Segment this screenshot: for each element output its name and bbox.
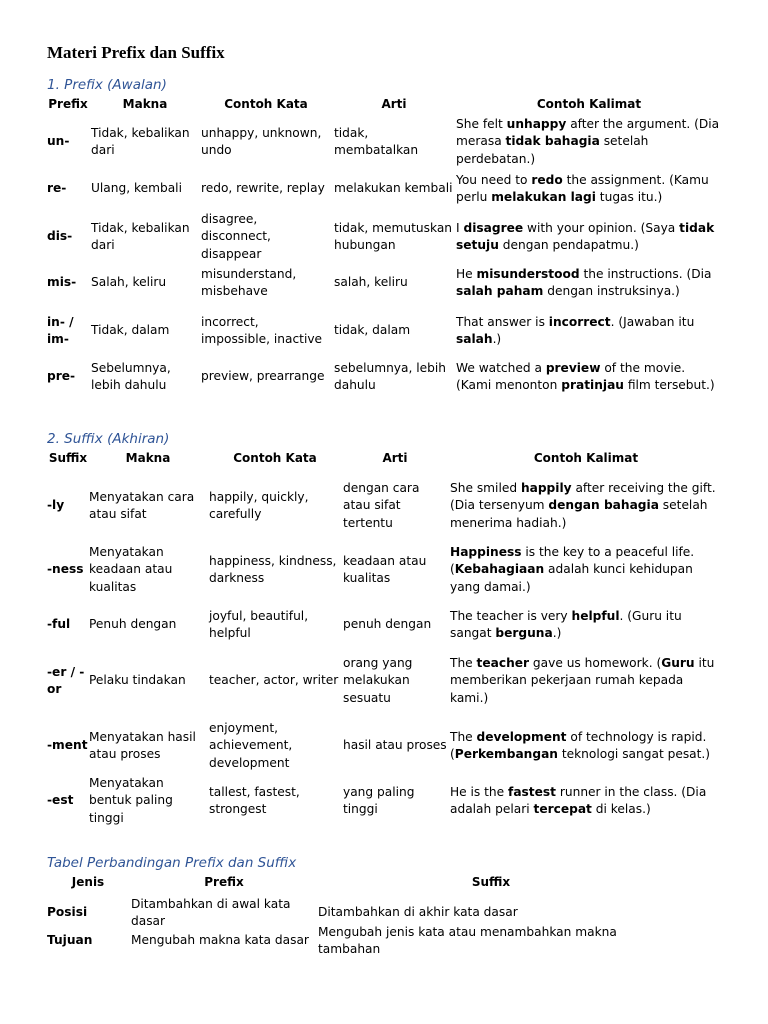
prefix-table-row-1-cell-2: redo, rewrite, replay [201, 181, 325, 196]
suffix-table-row-1-cell-4: Happiness is the key to a peaceful life. (Kebahagiaan adalah kunci kehidupan yang damai.) [450, 544, 695, 594]
emphasis-text: misunderstood [476, 266, 580, 281]
compare-table-row-1-cell-0: Tujuan [47, 933, 93, 948]
suffix-table-row-0-cell-2: happily, quickly, carefully [209, 489, 309, 521]
prefix-table-row-5-cell-2: preview, prearrange [201, 369, 325, 384]
prefix-table-row-2-cell-3: tidak, memutuskan hubungan [334, 220, 453, 252]
suffix-table-row-4-cell-3: hasil atau proses [343, 738, 447, 753]
suffix-table-row-1-cell-1: Menyatakan keadaan atau kualitas [89, 544, 173, 594]
prefix-table-row-2-cell-2: disagree, disconnect, disappear [201, 211, 271, 261]
prefix-table-row-3-cell-2: misunderstand, misbehave [201, 266, 297, 298]
suffix-table-row-5-cell-2: tallest, fastest, strongest [209, 784, 300, 816]
emphasis-text: fastest [508, 784, 556, 799]
suffix-table-header-3: Arti [382, 451, 408, 466]
prefix-table-row-4-cell-3: tidak, dalam [334, 323, 411, 338]
suffix-table-row-1-cell-3: keadaan atau kualitas [343, 553, 427, 585]
emphasis-text: tidak bahagia [505, 134, 600, 149]
compare-table-row-0-cell-0: Posisi [47, 905, 88, 920]
emphasis-text: tercepat [533, 802, 592, 816]
emphasis-text: salah paham [456, 284, 544, 298]
prefix-table-row-2-cell-1: Tidak, kebalikan dari [91, 220, 190, 252]
prefix-table-header-0: Prefix [48, 97, 88, 112]
emphasis-text: preview [545, 360, 601, 375]
suffix-table-row-3-cell-4: The teacher gave us homework. (Guru itu memberikan pekerjaan rumah kepada kami.) [450, 655, 715, 705]
emphasis-text: development [476, 729, 567, 744]
suffix-table-row-4-cell-1: Menyatakan hasil atau proses [89, 729, 196, 761]
suffix-table-row-2-cell-2: joyful, beautiful, helpful [209, 608, 309, 640]
prefix-table-row-5-cell-4: We watched a preview of the movie. (Kami menonton pratinjau film tersebut.) [456, 360, 715, 392]
suffix-section-heading: 2. Suffix (Akhiran) [47, 431, 170, 447]
suffix-table-row-1-cell-2: happiness, kindness, darkness [209, 553, 337, 585]
compare-section-heading: Tabel Perbandingan Prefix dan Suffix [47, 855, 297, 871]
prefix-table-row-3-cell-1: Salah, keliru [91, 275, 167, 290]
prefix-table-row-5-cell-1: Sebelumnya, lebih dahulu [91, 360, 171, 392]
prefix-table-row-0-cell-1: Tidak, kebalikan dari [91, 125, 190, 157]
suffix-table-row-0-cell-1: Menyatakan cara atau sifat [89, 489, 195, 521]
emphasis-text: unhappy [506, 116, 567, 131]
prefix-table-row-1-cell-1: Ulang, kembali [91, 181, 182, 196]
compare-table-header-0: Jenis [71, 875, 105, 890]
prefix-table-row-2-cell-4: I disagree with your opinion. (Saya tidak setuju dengan pendapatmu.) [456, 220, 715, 252]
prefix-table-row-3-cell-0: mis- [47, 275, 77, 290]
prefix-table-row-4-cell-1: Tidak, dalam [91, 323, 170, 338]
prefix-table-row-1-cell-3: melakukan kembali [334, 181, 453, 196]
emphasis-text: Kebahagiaan [454, 562, 545, 577]
prefix-table-row-4-cell-4: That answer is incorrect. (Jawaban itu salah.) [456, 314, 695, 346]
prefix-table-row-5-cell-0: pre- [47, 369, 76, 384]
prefix-table-row-0-cell-0: un- [47, 134, 70, 149]
suffix-table-header-0: Suffix [48, 451, 88, 466]
suffix-table-row-0-cell-3: dengan cara atau sifat tertentu [343, 480, 420, 530]
compare-table-header-1: Prefix [204, 875, 244, 890]
emphasis-text: pratinjau [561, 378, 624, 392]
suffix-table-row-1-cell-0: -ness [47, 562, 84, 577]
suffix-table-row-5-cell-0: -est [47, 793, 74, 808]
prefix-table-row-4-cell-2: incorrect, impossible, inactive [201, 314, 323, 346]
prefix-table-header-2: Contoh Kata [224, 97, 308, 112]
emphasis-text: dengan bahagia [548, 498, 659, 513]
prefix-table-row-0-cell-2: unhappy, unknown, undo [201, 125, 322, 157]
prefix-table-row-4-cell-0: in- / im- [47, 314, 74, 346]
suffix-table-row-3-cell-1: Pelaku tindakan [89, 673, 186, 688]
prefix-table-row-3-cell-3: salah, keliru [334, 275, 408, 290]
emphasis-text: melakukan lagi [491, 190, 596, 204]
suffix-table-row-5-cell-3: yang paling tinggi [343, 784, 415, 816]
suffix-table-row-5-cell-4: He is the fastest runner in the class. (Dia adalah pelari tercepat di kelas.) [450, 784, 707, 816]
prefix-table-row-0-cell-4: She felt unhappy after the argument. (Dia merasa tidak bahagia setelah perdebatan.) [456, 116, 720, 166]
emphasis-text: tidak setuju [456, 220, 715, 252]
prefix-table-header-3: Arti [381, 97, 407, 112]
prefix-table-row-0-cell-3: tidak, membatalkan [334, 125, 419, 157]
emphasis-text: Guru [661, 655, 695, 670]
emphasis-text: teacher [476, 655, 530, 670]
prefix-table-row-3-cell-4: He misunderstood the instructions. (Dia salah paham dengan instruksinya.) [456, 266, 712, 298]
prefix-table-row-1-cell-4: You need to redo the assignment. (Kamu perlu melakukan lagi tugas itu.) [456, 172, 709, 204]
suffix-table-row-2-cell-0: -ful [47, 617, 71, 632]
compare-table-row-0-cell-2: Ditambahkan di akhir kata dasar [318, 905, 518, 920]
emphasis-text: salah [456, 332, 493, 346]
suffix-table-row-5-cell-1: Menyatakan bentuk paling tinggi [89, 775, 173, 825]
suffix-table-header-2: Contoh Kata [233, 451, 317, 466]
prefix-table-header-4: Contoh Kalimat [536, 97, 642, 112]
compare-table-row-1-cell-1: Mengubah makna kata dasar [131, 933, 309, 948]
suffix-table-row-2-cell-1: Penuh dengan [89, 617, 177, 632]
emphasis-text: disagree [463, 220, 524, 235]
suffix-table-header-1: Makna [125, 451, 171, 466]
suffix-table-row-2-cell-4: The teacher is very helpful. (Guru itu sangat berguna.) [450, 608, 682, 640]
compare-table-row-1-cell-2: Mengubah jenis kata atau menambahkan makna tambahan [318, 924, 617, 956]
suffix-table-row-4-cell-4: The development of technology is rapid. (Perkembangan teknologi sangat pesat.) [450, 729, 711, 761]
suffix-table-header-4: Contoh Kalimat [533, 451, 639, 466]
suffix-table-row-3-cell-0: -er / -or [47, 664, 85, 696]
emphasis-text: Happiness [450, 544, 522, 559]
prefix-section-heading: 1. Prefix (Awalan) [47, 77, 167, 93]
suffix-table-row-0-cell-0: -ly [47, 498, 65, 513]
emphasis-text: incorrect [548, 314, 611, 329]
emphasis-text: berguna [495, 626, 553, 640]
emphasis-text: Perkembangan [454, 747, 558, 761]
emphasis-text: happily [520, 480, 572, 495]
prefix-table-row-1-cell-0: re- [47, 181, 67, 196]
suffix-table-row-2-cell-3: penuh dengan [343, 617, 432, 632]
suffix-table-row-3-cell-2: teacher, actor, writer [209, 673, 339, 688]
prefix-table-row-2-cell-0: dis- [47, 229, 73, 244]
emphasis-text: redo [531, 172, 563, 187]
prefix-table-header-1: Makna [122, 97, 168, 112]
prefix-table-row-5-cell-3: sebelumnya, lebih dahulu [334, 360, 446, 392]
document-title: Materi Prefix dan Suffix [47, 43, 225, 62]
suffix-table-row-3-cell-3: orang yang melakukan sesuatu [343, 655, 413, 705]
compare-table-row-0-cell-1: Ditambahkan di awal kata dasar [131, 896, 291, 928]
emphasis-text: helpful [571, 608, 620, 623]
suffix-table-row-0-cell-4: She smiled happily after receiving the gift. (Dia tersenyum dengan bahagia setelah menerima hadiah.) [450, 480, 716, 530]
suffix-table-row-4-cell-2: enjoyment, achievement, development [209, 720, 293, 770]
compare-table-header-2: Suffix [471, 875, 511, 890]
suffix-table-row-4-cell-0: -ment [47, 738, 88, 753]
